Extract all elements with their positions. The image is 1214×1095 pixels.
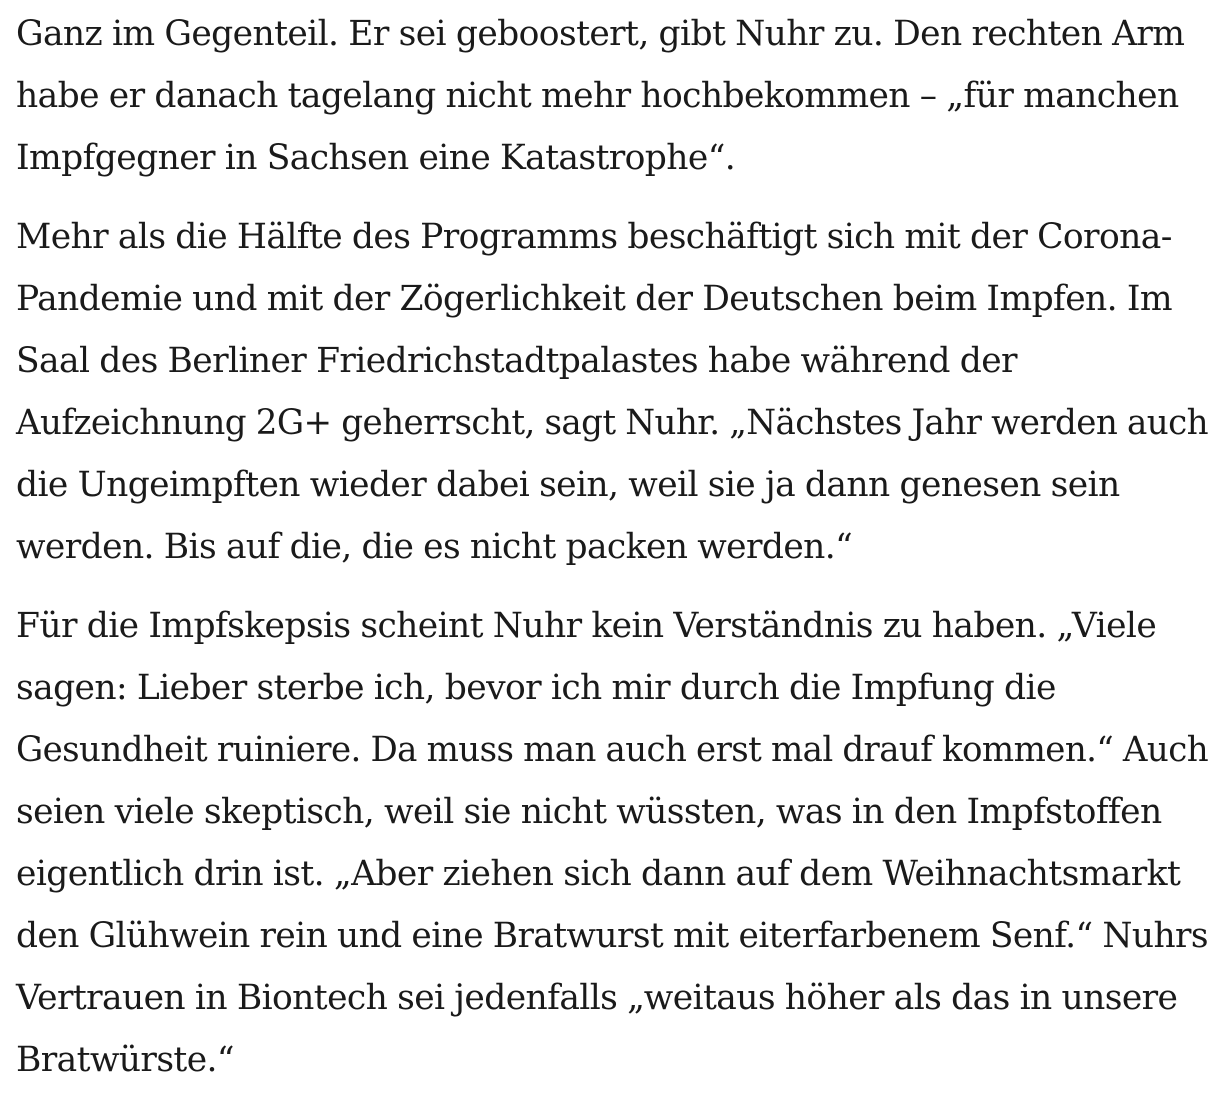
text-line: Bratwürste.“ xyxy=(16,1040,234,1080)
text-line: sagen: Lieber sterbe ich, bevor ich mir durch die Impfung die xyxy=(16,668,1056,708)
text-line: Impfgegner in Sachsen eine Katastrophe“. xyxy=(16,138,736,178)
text-line: Gesundheit ruiniere. Da muss man auch erst mal drauf kommen.“ Auch xyxy=(16,730,1209,770)
text-line: den Glühwein rein und eine Bratwurst mit eiterfarbenem Senf.“ Nuhrs xyxy=(16,916,1208,956)
text-line: Saal des Berliner Friedrichstadtpalastes habe während der xyxy=(16,341,1017,381)
text-line: Mehr als die Hälfte des Programms beschäftigt sich mit der Corona- xyxy=(16,217,1172,257)
article-paragraph xyxy=(16,595,1208,1091)
text-line: Für die Impfskepsis scheint Nuhr kein Verständnis zu haben. „Viele xyxy=(16,606,1157,646)
text-line: Aufzeichnung 2G+ geherrscht, sagt Nuhr. „Nächstes Jahr werden auch xyxy=(16,403,1209,443)
text-line: werden. Bis auf die, die es nicht packen werden.“ xyxy=(16,527,853,567)
text-line: Ganz im Gegenteil. Er sei geboostert, gibt Nuhr zu. Den rechten Arm xyxy=(16,14,1185,54)
article-paragraph xyxy=(16,3,1208,189)
article-paragraph xyxy=(16,206,1208,578)
text-line: habe er danach tagelang nicht mehr hochbekommen – „für manchen xyxy=(16,76,1179,116)
text-line: die Ungeimpften wieder dabei sein, weil sie ja dann genesen sein xyxy=(16,465,1120,505)
text-line: Vertrauen in Biontech sei jedenfalls „weitaus höher als das in unsere xyxy=(16,978,1178,1018)
text-line: seien viele skeptisch, weil sie nicht wüssten, was in den Impfstoffen xyxy=(16,792,1162,832)
text-line: eigentlich drin ist. „Aber ziehen sich dann auf dem Weihnachtsmarkt xyxy=(16,854,1181,894)
article-body xyxy=(0,3,1214,1095)
text-line: Pandemie und mit der Zögerlichkeit der Deutschen beim Impfen. Im xyxy=(16,279,1173,319)
